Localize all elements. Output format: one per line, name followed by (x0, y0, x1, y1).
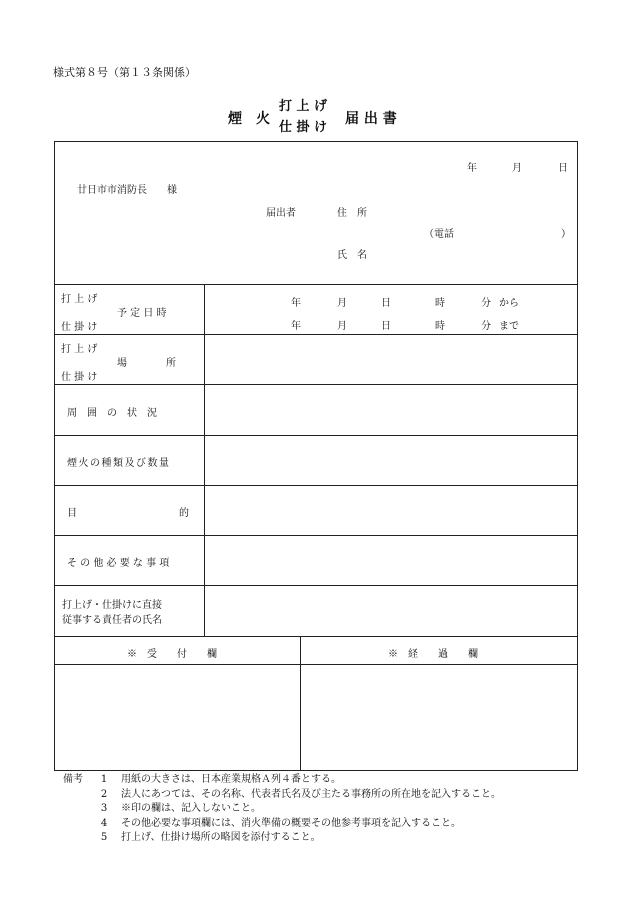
note-item: 2 法人にあつては、その名称、代表者氏名及び主たる事務所の所在地を記入すること。 (100, 788, 501, 800)
schedule-to-year: 年 (291, 321, 301, 332)
title-fire: 煙 火 (228, 111, 270, 127)
schedule-from-hour: 時 (435, 298, 445, 309)
title-shikake: 仕 掛 け (279, 120, 328, 135)
date-year: 年 (467, 163, 477, 174)
reception-header: ※ 受 付 欄 (127, 649, 217, 660)
title-uchiage: 打 上 げ (279, 99, 328, 114)
responsible-label-1: 打上げ・仕掛けに直接 (62, 600, 162, 611)
notes-label: 備考 (63, 774, 83, 785)
progress-header: ※ 経 過 欄 (388, 649, 478, 660)
schedule-label: 予 定 日 時 (117, 308, 167, 319)
row-divider (54, 485, 578, 486)
phone-open: （電話 (424, 229, 454, 240)
row-divider (54, 535, 578, 536)
schedule-from-month: 月 (337, 298, 347, 309)
row-divider (54, 384, 578, 385)
note-item: 備考 1 用紙の大きさは、日本産業規格Ａ列４番とする。 (63, 773, 501, 788)
name-label: 氏 名 (337, 250, 367, 261)
schedule-to-suffix: まで (499, 321, 519, 332)
date-day: 日 (558, 163, 568, 174)
place-label-b: 所 (166, 358, 176, 369)
addressee: 廿日市市消防長 様 (77, 185, 177, 196)
schedule-to-day: 日 (381, 321, 391, 332)
note-item: 3 ※印の欄は、記入しないこと。 (100, 803, 261, 814)
row-divider (54, 664, 578, 665)
row-divider (54, 435, 578, 436)
form-number: 様式第８号（第１３条関係） (53, 66, 196, 79)
row-divider (54, 636, 578, 637)
applicant-label: 届出者 (266, 208, 296, 219)
title-todoke: 届 出 書 (345, 111, 397, 127)
row-divider (54, 284, 578, 285)
phone-close: ） (561, 229, 571, 240)
label-column-divider (204, 284, 205, 636)
note-item: 4 その他必要な事項欄には、消火準備の概要その他参考事項を記入すること。 (100, 817, 461, 829)
other-label: そ の 他 必 要 な 事 項 (67, 558, 170, 569)
notes (63, 773, 501, 846)
schedule-from-suffix: から (499, 298, 519, 309)
schedule-to-minute: 分 (481, 321, 491, 332)
date-month: 月 (512, 163, 522, 174)
schedule-shikake: 仕 掛 け (61, 322, 98, 333)
schedule-to-hour: 時 (435, 321, 445, 332)
row-divider (54, 585, 578, 586)
purpose-label-b: 的 (179, 508, 189, 519)
surroundings-label: 周 囲 の 状 況 (67, 408, 157, 419)
place-shikake: 仕 掛 け (61, 372, 98, 383)
address-label: 住 所 (337, 208, 367, 219)
note-item: 5 打上げ、仕掛け場所の略図を添付すること。 (100, 832, 321, 843)
schedule-uchiage: 打 上 げ (61, 294, 98, 305)
row-divider (54, 334, 578, 335)
purpose-label-a: 目 (67, 508, 77, 519)
place-uchiage: 打 上 げ (61, 344, 98, 355)
place-label-a: 場 (117, 358, 127, 369)
schedule-from-day: 日 (381, 298, 391, 309)
fireworks-label: 煙火の種類及び数量 (67, 458, 171, 469)
schedule-from-year: 年 (291, 298, 301, 309)
reception-divider (300, 636, 301, 771)
responsible-label-2: 従事する責任者の氏名 (62, 615, 162, 626)
schedule-from-minute: 分 (481, 298, 491, 309)
schedule-to-month: 月 (337, 321, 347, 332)
